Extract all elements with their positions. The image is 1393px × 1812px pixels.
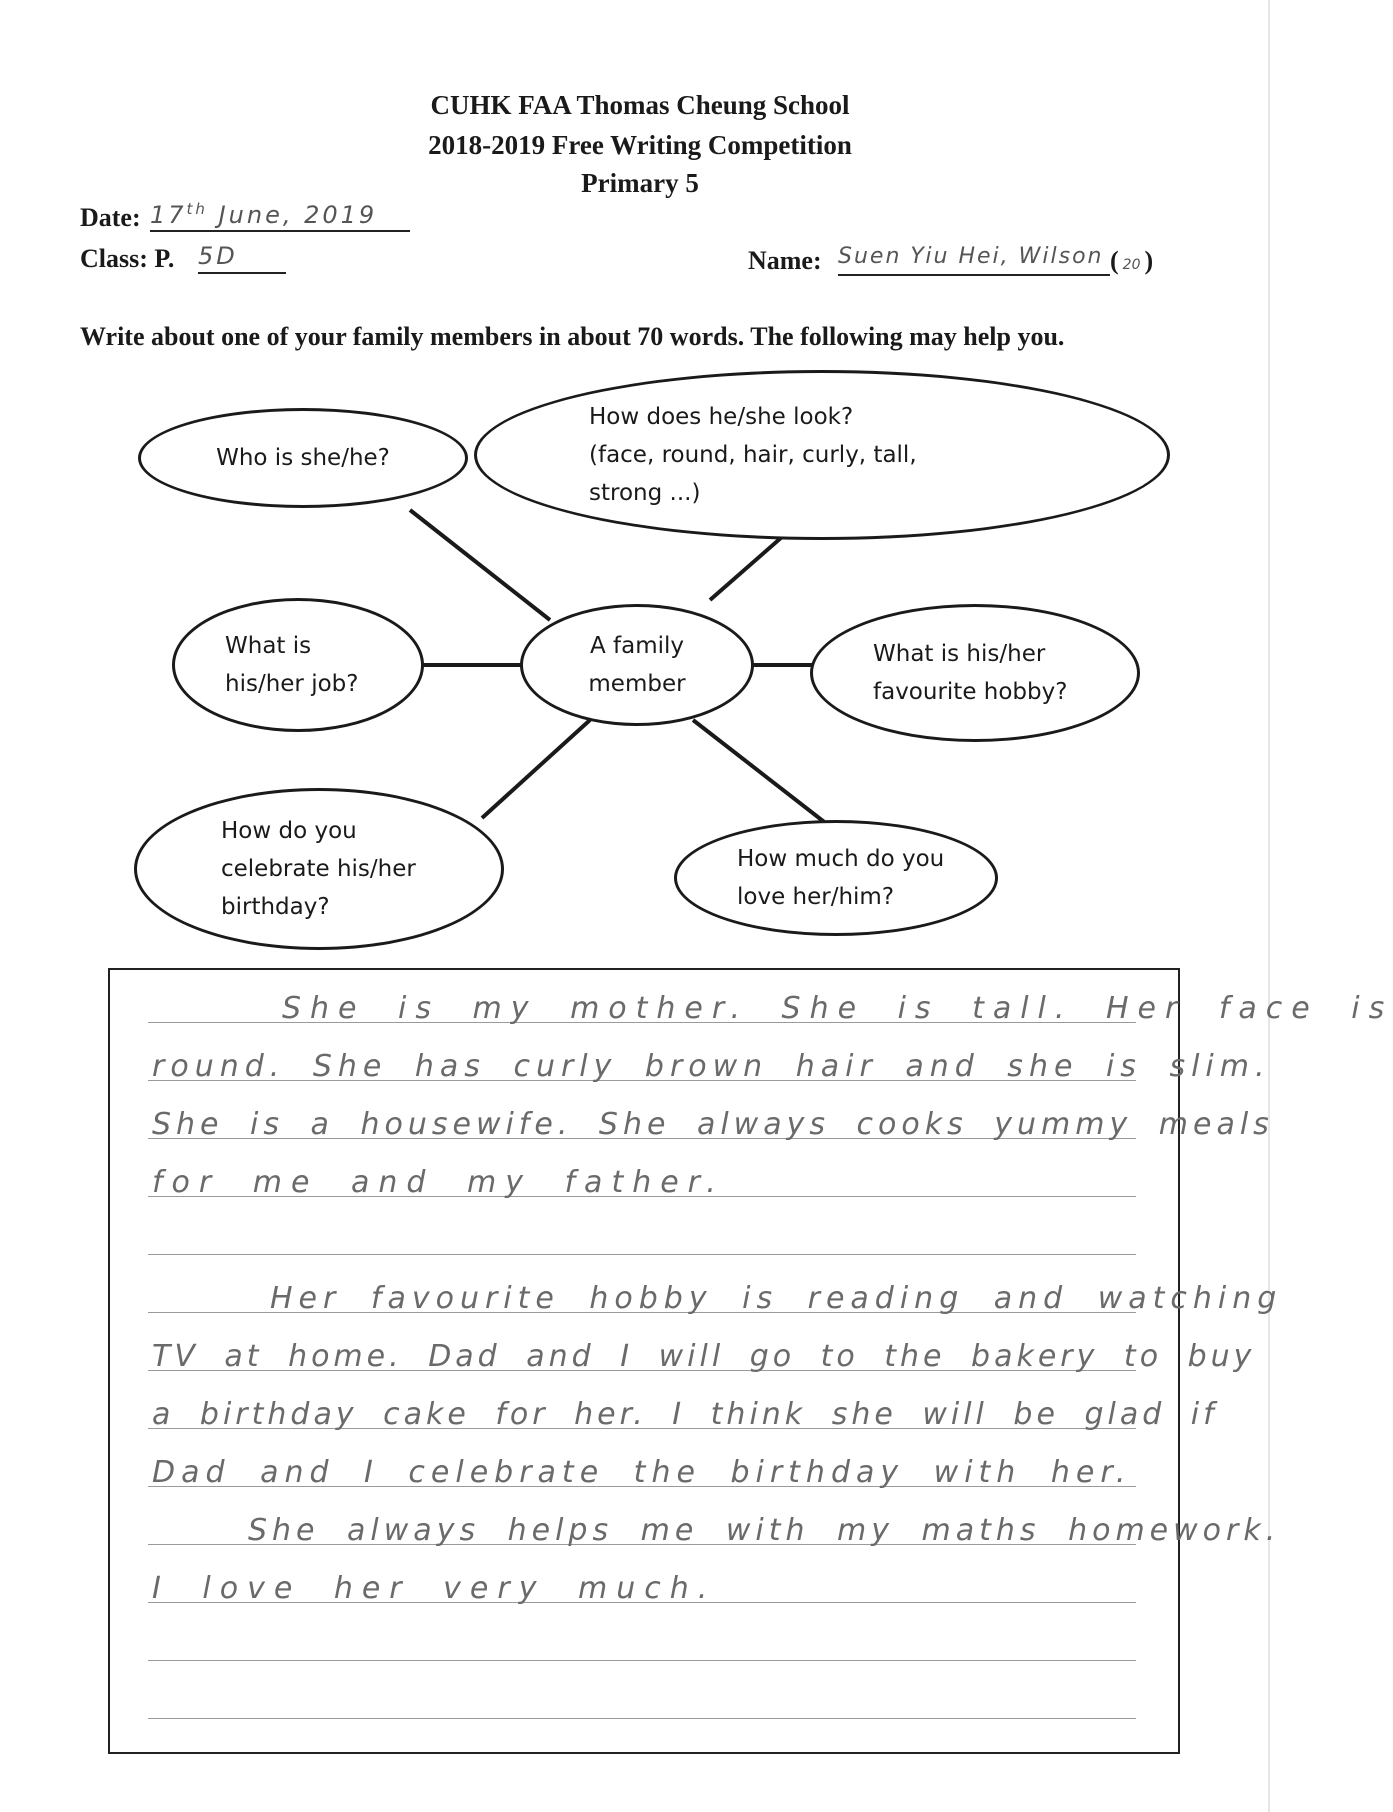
bubble-job-line-2: his/her job? xyxy=(225,671,359,697)
connector-birthday xyxy=(482,720,590,818)
ruled-line xyxy=(148,1254,1136,1255)
bubble-birthday-line-1: How do you xyxy=(221,818,357,844)
bubble-birthday xyxy=(134,788,504,950)
name-label: Name: xyxy=(748,246,822,275)
composition-line-11: I love her very much. xyxy=(152,1571,717,1606)
bubble-hobby-line-1: What is his/her xyxy=(873,641,1046,667)
bubble-center xyxy=(520,604,754,726)
bubble-love-line-2: love her/him? xyxy=(737,884,895,910)
competition-title: 2018-2019 Free Writing Competition xyxy=(428,130,852,160)
date-suffix: th xyxy=(186,200,208,218)
date-month-year: June, 2019 xyxy=(218,201,378,229)
bubble-look xyxy=(474,370,1170,540)
composition-line-1: She is my mother. She is tall. Her face is xyxy=(282,991,1393,1026)
class-number-open: ( xyxy=(1110,246,1119,275)
bubble-birthday-line-2: celebrate his/her xyxy=(221,856,416,882)
composition-line-8: a birthday cake for her. I think she will be glad if xyxy=(152,1397,1218,1432)
ruled-line xyxy=(148,1660,1136,1661)
bubble-look-line-1: How does he/she look? xyxy=(589,404,854,430)
date-label: Date: xyxy=(80,203,141,232)
ruled-line xyxy=(148,1718,1136,1719)
composition-line-9: Dad and I celebrate the birthday with her. xyxy=(152,1455,1132,1490)
bubble-hobby-line-2: favourite hobby? xyxy=(873,679,1068,705)
bubble-hobby xyxy=(810,604,1140,742)
bubble-center-line-2: member xyxy=(588,671,686,697)
class-label: Class: P. xyxy=(80,244,175,273)
composition-line-7: TV at home. Dad and I will go to the bakery to buy xyxy=(152,1339,1256,1374)
connector-love xyxy=(693,720,832,828)
bubble-birthday-line-3: birthday? xyxy=(221,894,330,920)
connector-look xyxy=(710,530,790,600)
bubble-who-text: Who is she/he? xyxy=(216,445,390,471)
bubble-look-line-3: strong ...) xyxy=(589,480,701,506)
date-day: 17 xyxy=(150,201,187,229)
composition-line-4: for me and my father. xyxy=(152,1165,725,1200)
bubble-job-line-1: What is xyxy=(225,633,312,659)
connector-who xyxy=(410,510,550,620)
school-name: CUHK FAA Thomas Cheung School xyxy=(430,90,850,120)
bubble-look-line-2: (face, round, hair, curly, tall, xyxy=(589,442,917,468)
grade-level: Primary 5 xyxy=(581,168,699,198)
composition-line-10: She always helps me with my maths homework. xyxy=(248,1513,1281,1548)
class-number-close: ) xyxy=(1144,246,1154,275)
writing-prompt: Write about one of your family members in about 70 words. The following may help you. xyxy=(80,322,1065,351)
composition-line-3: She is a housewife. She always cooks yummy meals xyxy=(152,1107,1274,1142)
bubble-center-line-1: A family xyxy=(589,633,685,659)
composition-line-6: Her favourite hobby is reading and watching xyxy=(270,1281,1283,1316)
class-field: 5D xyxy=(198,242,286,274)
name-field: Suen Yiu Hei, Wilson xyxy=(838,244,1110,276)
bubble-love xyxy=(674,820,998,936)
bubble-job xyxy=(172,598,424,732)
bubble-who xyxy=(138,408,468,508)
bubble-love-line-1: How much do you xyxy=(737,846,945,872)
class-number: 20 xyxy=(1122,257,1141,273)
composition-line-2: round. She has curly brown hair and she is slim. xyxy=(152,1049,1271,1084)
